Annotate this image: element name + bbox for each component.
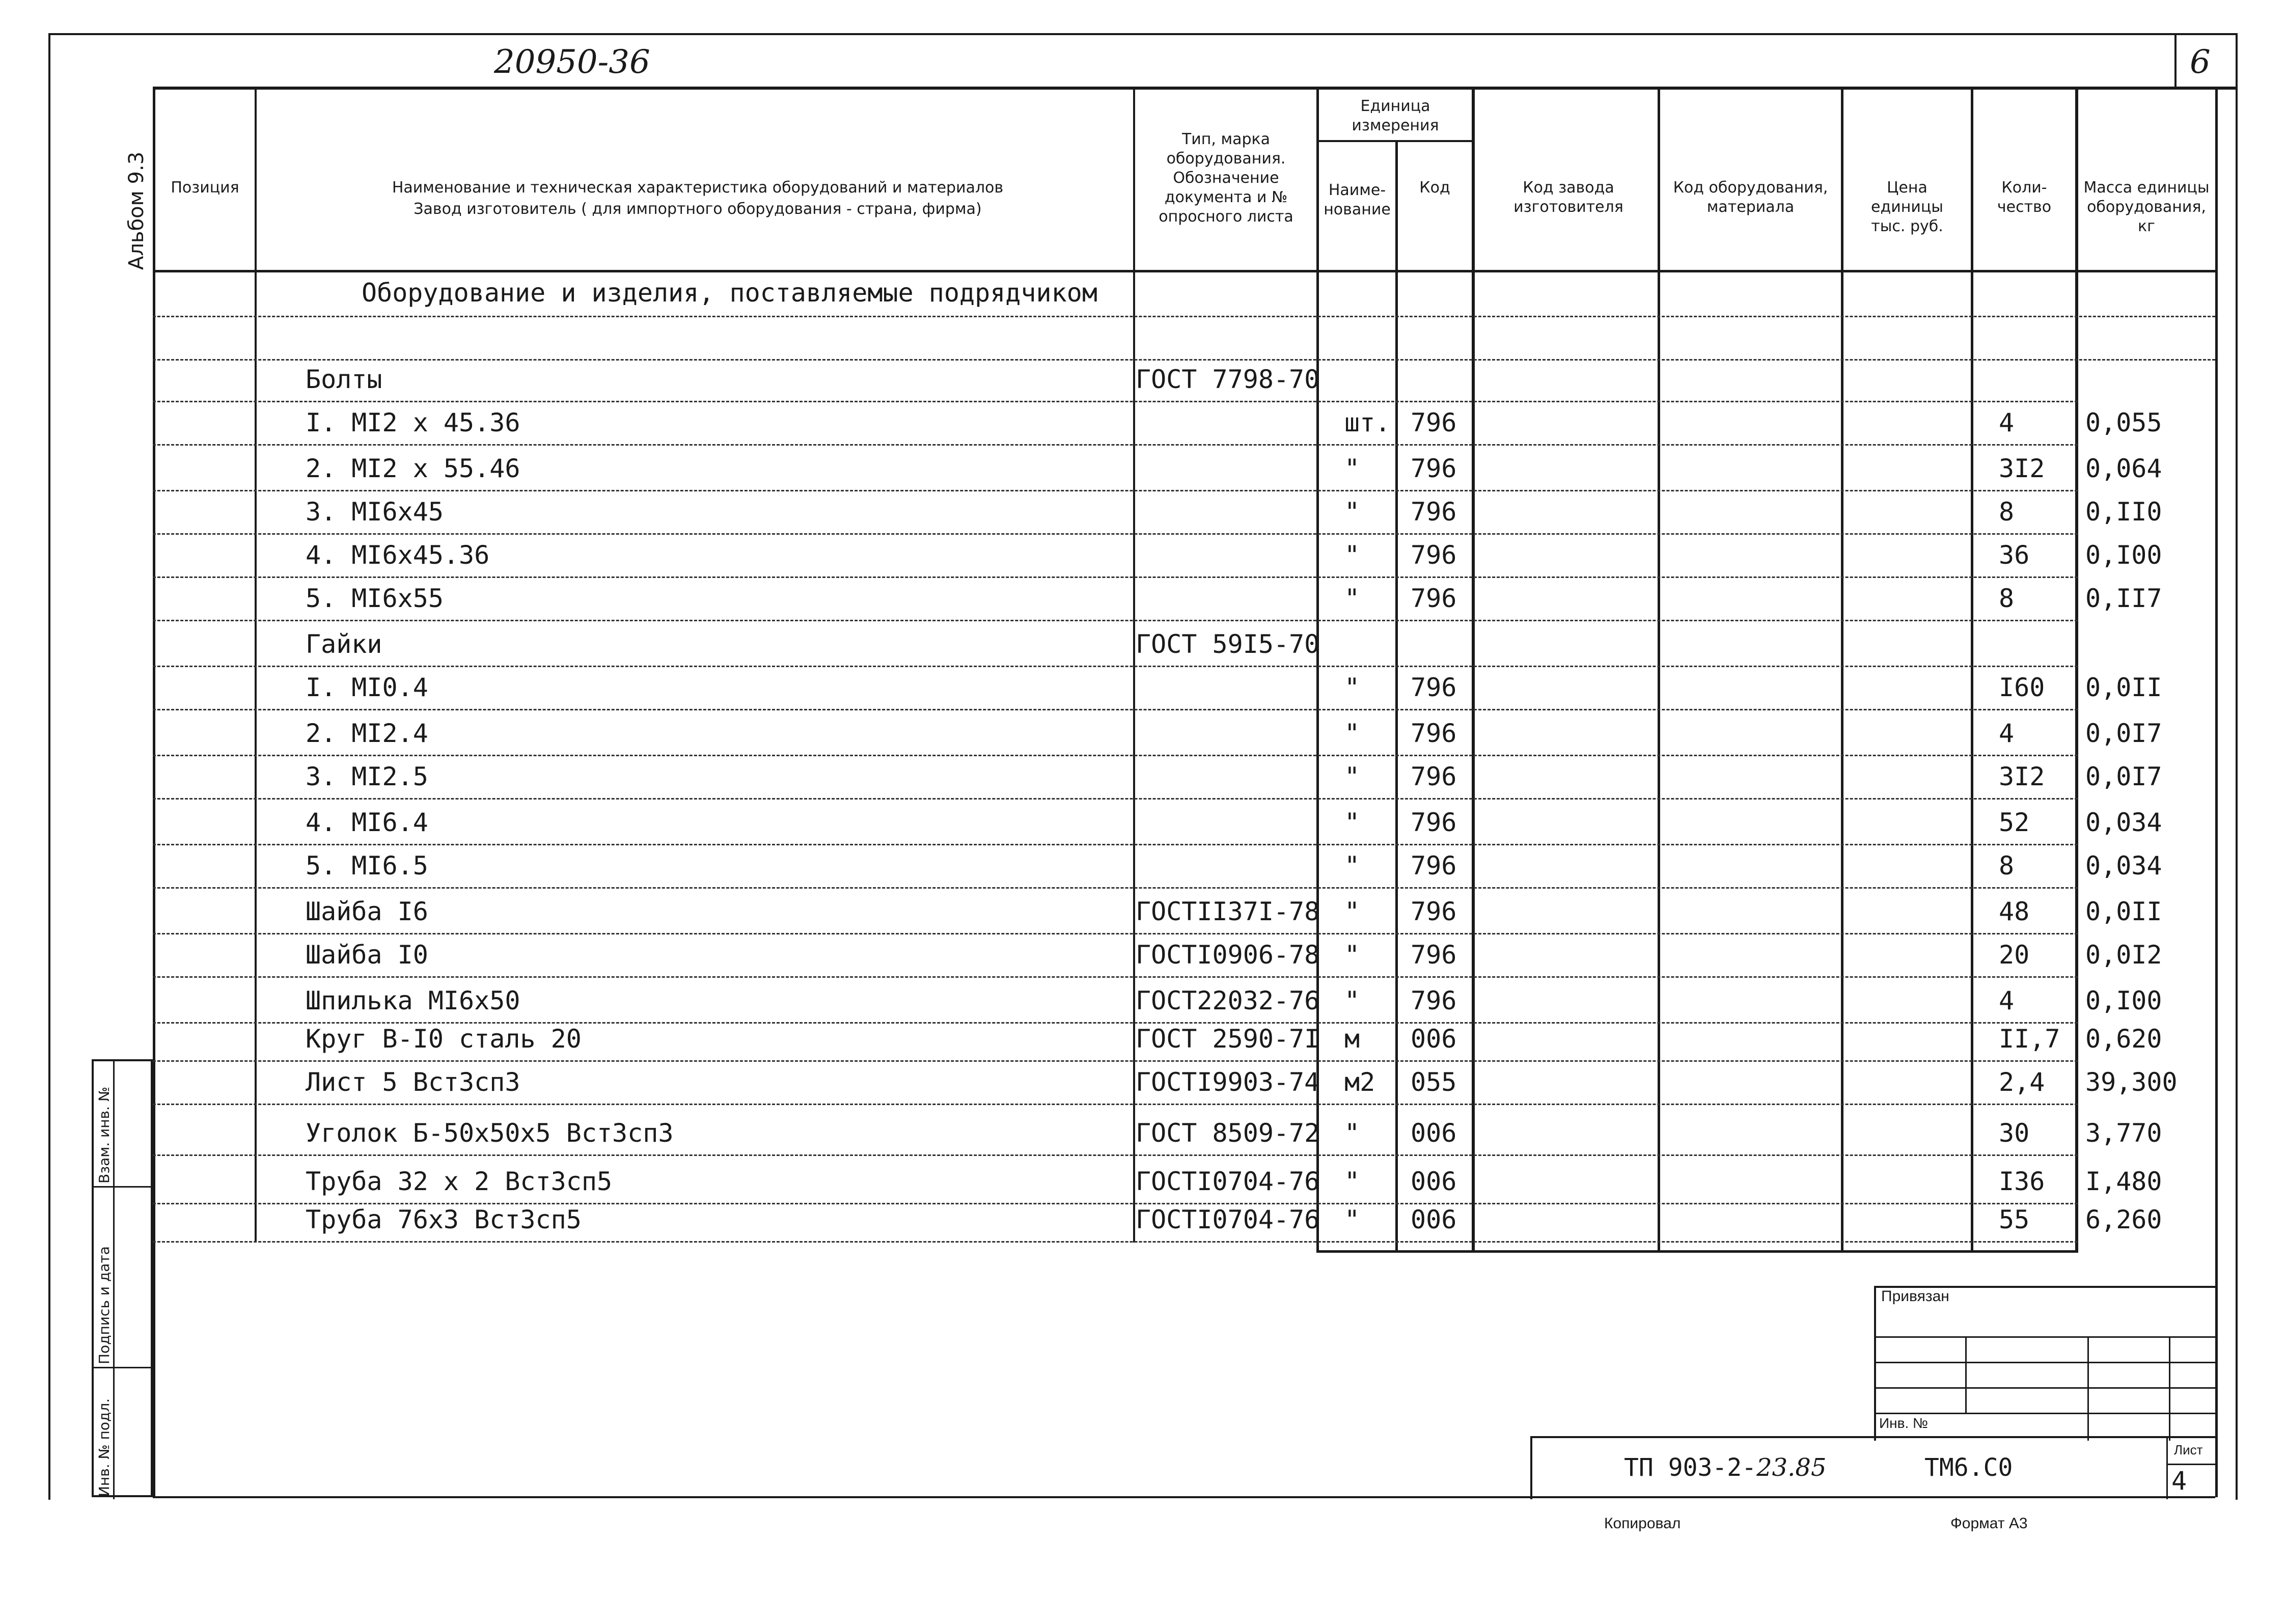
- doc-number: 20950-36: [494, 43, 650, 81]
- side-stamp-divider: [94, 1367, 155, 1368]
- row-separator: [153, 666, 2078, 667]
- row-unit: ": [1344, 851, 1360, 880]
- header-equip-code: Код оборудования, материала: [1673, 179, 1828, 216]
- row-separator: [153, 1241, 2078, 1243]
- row-qty: 52: [1999, 808, 2030, 837]
- row-unit: ": [1344, 940, 1360, 970]
- sheet-box-divider: [2166, 1464, 2217, 1465]
- row-unit: ": [1344, 673, 1360, 702]
- header-qty: Коли-чество: [1997, 179, 2052, 216]
- row-code: 006: [1411, 1118, 1457, 1148]
- grid-line: [1876, 1336, 2217, 1338]
- row-type: ГОСТ 2590-7I: [1136, 1024, 1320, 1054]
- header-bottom: [153, 270, 2215, 272]
- sheet-label: Лист: [2174, 1442, 2203, 1457]
- row-separator: [153, 359, 2215, 361]
- header-name: Наименование и техническая характеристика оборудований и материалов: [392, 179, 1004, 197]
- table-bottom: [1316, 1250, 2078, 1253]
- row-type: ГОСТI9903-74: [1136, 1067, 1320, 1097]
- row-name: 2. MI2 x 55.46: [306, 454, 520, 483]
- row-qty: 36: [1999, 540, 2030, 570]
- row-separator: [153, 1154, 2078, 1156]
- row-separator: [153, 316, 2215, 317]
- frame-right: [2236, 33, 2238, 1500]
- row-code: 796: [1411, 673, 1457, 702]
- row-unit: шт.: [1344, 408, 1391, 437]
- row-name: 2. MI2.4: [306, 719, 428, 748]
- row-separator: [153, 887, 2078, 889]
- row-mass: I,480: [2085, 1167, 2162, 1196]
- row-separator: [153, 755, 2078, 756]
- col-line-4: [1395, 140, 1398, 1253]
- inv-podl-label: Инв. № подл.: [96, 1398, 113, 1497]
- row-code: 796: [1411, 986, 1457, 1015]
- unit-header-divider: [1316, 140, 1474, 142]
- row-separator: [153, 1060, 2078, 1062]
- row-code: 055: [1411, 1067, 1457, 1097]
- row-code: 796: [1411, 454, 1457, 483]
- row-mass: 0,0I7: [2085, 762, 2162, 791]
- format-label: Формат А3: [1950, 1515, 2028, 1532]
- header-price: Цена единицы тыс. руб.: [1871, 179, 1943, 235]
- row-qty: 48: [1999, 897, 2030, 926]
- row-name: Труба 32 x 2 ВстЗсп5: [306, 1167, 613, 1196]
- row-mass: 0,II0: [2085, 497, 2162, 527]
- row-mass: 0,I00: [2085, 986, 2162, 1015]
- row-mass: 0,034: [2085, 851, 2162, 880]
- row-separator: [153, 844, 2078, 845]
- side-stamp-divider: [94, 1186, 155, 1188]
- grid-line: [1965, 1336, 1967, 1413]
- row-code: 006: [1411, 1024, 1457, 1054]
- row-unit: ": [1344, 1167, 1360, 1196]
- row-name: 3. MI6x45: [306, 497, 444, 527]
- row-mass: 0,034: [2085, 808, 2162, 837]
- row-unit: ": [1344, 897, 1360, 926]
- header-position: Позиция: [171, 179, 239, 197]
- row-name: Круг B-I0 сталь 20: [306, 1024, 582, 1054]
- row-name: 5. MI6.5: [306, 851, 428, 880]
- row-qty: I36: [1999, 1167, 2045, 1196]
- project-prefix: ТП 903-2-: [1624, 1453, 1757, 1482]
- col-line-2: [1133, 87, 1135, 1243]
- row-unit: ": [1344, 497, 1360, 527]
- row-name: Гайки: [306, 629, 382, 659]
- row-code: 796: [1411, 408, 1457, 437]
- row-qty: 30: [1999, 1118, 2030, 1148]
- col-line-8: [1971, 87, 1973, 1253]
- row-mass: 0,I00: [2085, 540, 2162, 570]
- row-separator: [153, 444, 2078, 446]
- header-unit-name: Наиме-нование: [1324, 181, 1391, 218]
- row-name: Труба 76x3 ВстЗсп5: [306, 1205, 582, 1234]
- row-mass: 0,620: [2085, 1024, 2162, 1054]
- row-name: Болты: [306, 365, 382, 394]
- title-stamp: [1530, 1436, 2217, 1499]
- row-separator: [153, 533, 2078, 535]
- row-qty: 55: [1999, 1205, 2030, 1234]
- grid-line: [1876, 1413, 2217, 1414]
- row-separator: [153, 798, 2078, 800]
- inner-top: [153, 87, 2236, 90]
- row-code: 796: [1411, 808, 1457, 837]
- col-line-7: [1841, 87, 1843, 1253]
- row-mass: 0,0I2: [2085, 940, 2162, 970]
- sign-date-label: Подпись и дата: [96, 1246, 113, 1364]
- side-stamp-divider: [113, 1061, 115, 1499]
- copied-label: Копировал: [1604, 1515, 1681, 1532]
- row-separator: [153, 1104, 2078, 1105]
- row-unit: м2: [1344, 1067, 1375, 1097]
- grid-line: [1876, 1362, 2217, 1363]
- row-type: ГОСТII37I-78: [1136, 897, 1320, 926]
- row-name: Лист 5 ВстЗсп3: [306, 1067, 520, 1097]
- frame-left: [48, 33, 50, 1500]
- row-unit: ": [1344, 584, 1360, 613]
- row-name: I. MI2 x 45.36: [306, 408, 520, 437]
- frame-top: [48, 33, 2236, 35]
- inv-vzam-label: Взам. инв. №: [96, 1086, 113, 1183]
- row-code: 006: [1411, 1205, 1457, 1234]
- row-type: ГОСТ 8509-72: [1136, 1118, 1320, 1148]
- sheet-box-left: [2166, 1438, 2168, 1499]
- row-qty: 2,4: [1999, 1067, 2045, 1097]
- header-name-2: Завод изготовитель ( для импортного оборудования - страна, фирма): [414, 200, 982, 218]
- row-name: Шайба I0: [306, 940, 428, 970]
- page-mark: 6: [2190, 43, 2211, 81]
- row-qty: II,7: [1999, 1024, 2060, 1054]
- row-mass: 0,II7: [2085, 584, 2162, 613]
- inv-no-label: Инв. №: [1879, 1415, 1929, 1431]
- row-separator: [153, 490, 2078, 491]
- row-separator: [153, 576, 2078, 578]
- row-unit: ": [1344, 1118, 1360, 1148]
- header-mass: Масса единицы оборудования, кг: [2083, 179, 2210, 235]
- row-code: 796: [1411, 940, 1457, 970]
- row-code: 796: [1411, 762, 1457, 791]
- row-mass: 39,300: [2085, 1067, 2178, 1097]
- row-type: ГОСТI0704-76: [1136, 1205, 1320, 1234]
- row-qty: 3I2: [1999, 454, 2045, 483]
- row-type: ГОСТ 7798-70: [1136, 365, 1320, 394]
- row-qty: 3I2: [1999, 762, 2045, 791]
- project-code: [1624, 1453, 1827, 1482]
- row-name: Уголок Б-50x50x5 ВстЗсп3: [306, 1118, 674, 1148]
- row-unit: ": [1344, 762, 1360, 791]
- row-code: 796: [1411, 540, 1457, 570]
- row-name: 4. MI6x45.36: [306, 540, 490, 570]
- row-qty: 4: [1999, 408, 2015, 437]
- row-qty: I60: [1999, 673, 2045, 702]
- col-line-9: [2075, 87, 2078, 1253]
- row-code: 796: [1411, 719, 1457, 748]
- side-stamp: [92, 1059, 153, 1497]
- row-qty: 4: [1999, 719, 2015, 748]
- row-name: 5. MI6x55: [306, 584, 444, 613]
- row-unit: ": [1344, 1205, 1360, 1234]
- row-qty: 8: [1999, 497, 2015, 527]
- row-qty: 8: [1999, 851, 2015, 880]
- page-mark-divider: [2174, 33, 2177, 89]
- privyazan-label: Привязан: [1881, 1288, 1949, 1305]
- row-separator: [153, 620, 2078, 621]
- row-unit: ": [1344, 808, 1360, 837]
- row-code: 796: [1411, 497, 1457, 527]
- project-suffix: 23.85: [1756, 1453, 1827, 1482]
- header-factory-code: Код завода изготовителя: [1513, 179, 1623, 216]
- row-mass: 6,260: [2085, 1205, 2162, 1234]
- col-line-1: [255, 87, 257, 1243]
- sheet-code: ТМ6.С0: [1924, 1453, 2013, 1482]
- sheet-number: 4: [2171, 1466, 2187, 1496]
- row-mass: 0,064: [2085, 454, 2162, 483]
- row-name: I. MI0.4: [306, 673, 428, 702]
- row-separator: [153, 709, 2078, 710]
- header-type: Тип, марка оборудования. Обозначение документа и № опросного листа: [1159, 130, 1293, 226]
- row-mass: 0,0I7: [2085, 719, 2162, 748]
- grid-line: [2087, 1336, 2089, 1441]
- row-code: 006: [1411, 1167, 1457, 1196]
- row-qty: 20: [1999, 940, 2030, 970]
- section-title: Оборудование и изделия, поставляемые подрядчиком: [362, 278, 1097, 308]
- privyazan-block: [1874, 1286, 2217, 1441]
- row-unit: ": [1344, 719, 1360, 748]
- row-separator: [153, 976, 2078, 978]
- row-unit: м: [1344, 1024, 1360, 1054]
- row-qty: 4: [1999, 986, 2015, 1015]
- row-name: 4. MI6.4: [306, 808, 428, 837]
- row-name: Шайба I6: [306, 897, 428, 926]
- row-mass: 0,055: [2085, 408, 2162, 437]
- row-unit: ": [1344, 986, 1360, 1015]
- col-line-6: [1658, 87, 1660, 1253]
- row-name: 3. MI2.5: [306, 762, 428, 791]
- row-mass: 0,0II: [2085, 897, 2162, 926]
- row-qty: 8: [1999, 584, 2015, 613]
- row-type: ГОСТ22032-76: [1136, 986, 1320, 1015]
- row-separator: [153, 933, 2078, 934]
- grid-line: [1876, 1387, 2217, 1389]
- row-type: ГОСТI0906-78: [1136, 940, 1320, 970]
- row-code: 796: [1411, 851, 1457, 880]
- row-unit: ": [1344, 454, 1360, 483]
- album-label: Альбом 9.3: [125, 151, 148, 270]
- row-name: Шпилька MI6x50: [306, 986, 520, 1015]
- row-type: ГОСТ 59I5-70: [1136, 629, 1320, 659]
- row-mass: 3,770: [2085, 1118, 2162, 1148]
- grid-line: [2169, 1336, 2170, 1441]
- row-mass: 0,0II: [2085, 673, 2162, 702]
- row-separator: [153, 401, 2078, 402]
- header-unit-code: Код: [1419, 179, 1450, 197]
- row-unit: ": [1344, 540, 1360, 570]
- row-code: 796: [1411, 897, 1457, 926]
- col-line-5: [1472, 87, 1475, 1253]
- row-code: 796: [1411, 584, 1457, 613]
- row-type: ГОСТI0704-76: [1136, 1167, 1320, 1196]
- table-left: [153, 87, 155, 1497]
- header-unit: Единица измерения: [1352, 97, 1439, 134]
